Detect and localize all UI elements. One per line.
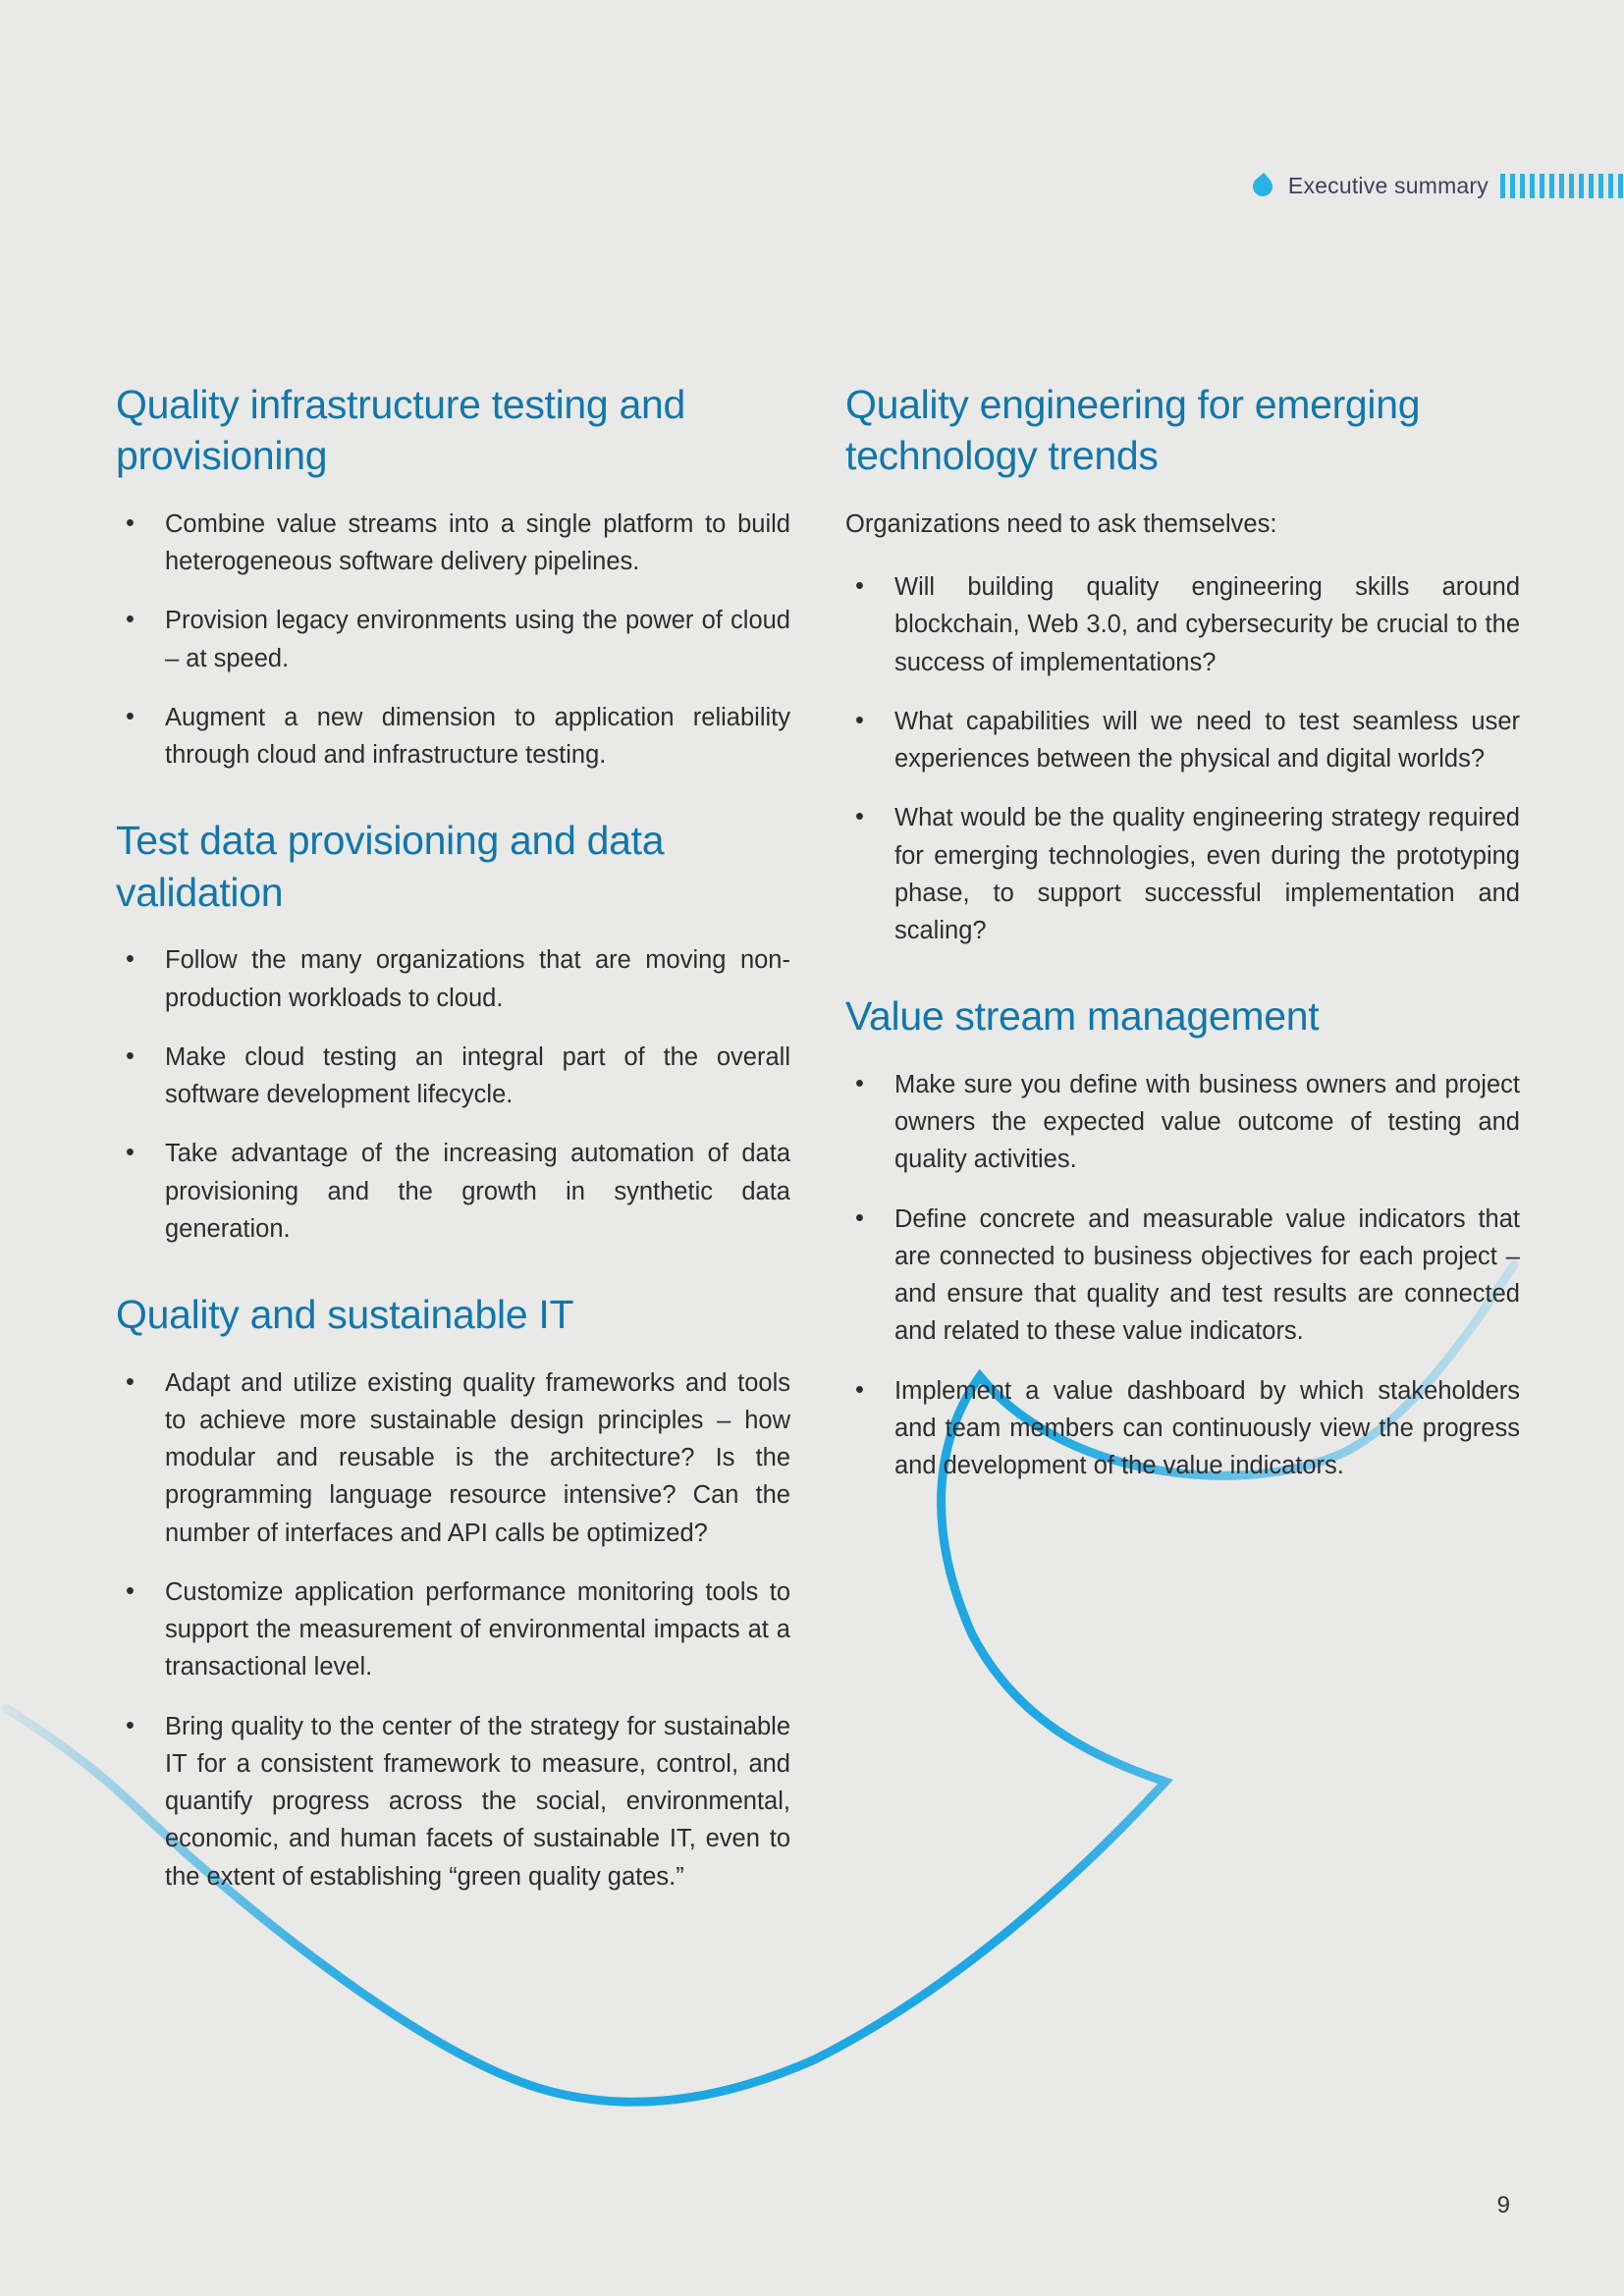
- section-title: Quality infrastructure testing and provisioning: [116, 382, 686, 479]
- bullet-item: • Provision legacy environments using the power of cloud – at speed.: [116, 602, 790, 677]
- bullet-item: • What capabilities will we need to test seamless user experiences between the physical and digital worlds?: [845, 703, 1520, 778]
- section-title: Quality engineering for emerging technology trends: [845, 382, 1421, 479]
- header-title: Executive summary: [1287, 173, 1489, 198]
- bullet-item: • Implement a value dashboard by which stakeholders and team members can continuously view the progress and development of the value indicators.: [845, 1372, 1520, 1485]
- bullet-list: [116, 1364, 790, 1896]
- bullet-item: • Combine value streams into a single platform to build heterogeneous software delivery pipelines.: [116, 506, 790, 581]
- section-test-data-provisioning: [116, 815, 790, 1248]
- bullet-item: • Adapt and utilize existing quality frameworks and tools to achieve more sustainable design principles – how modular and reusable is the architecture? Is the programming language resource intensive? Can the number of interfaces and API calls be optimized?: [116, 1364, 790, 1552]
- content-columns: [116, 379, 1520, 1917]
- bullet-item: • Will building quality engineering skills around blockchain, Web 3.0, and cybersecurity be crucial to the success of implementations?: [845, 568, 1520, 681]
- left-column: [116, 379, 790, 1917]
- right-column: [845, 379, 1520, 1506]
- bullet-list: [845, 568, 1520, 949]
- bullet-item: • What would be the quality engineering strategy required for emerging technologies, even during the prototyping phase, to support successful implementation and scaling?: [845, 799, 1520, 949]
- section-title: Value stream management: [845, 993, 1320, 1040]
- section-title: Test data provisioning and data validation: [116, 818, 665, 915]
- bullet-item: • Make cloud testing an integral part of the overall software development lifecycle.: [116, 1039, 790, 1114]
- droplet-icon: [1249, 172, 1276, 199]
- bullet-item: • Customize application performance monitoring tools to support the measurement of environmental impacts at a transactional level.: [116, 1574, 790, 1686]
- bullet-item: • Define concrete and measurable value indicators that are connected to business objectives for each project – and ensure that quality and test results are connected and related to these value indicators.: [845, 1201, 1520, 1351]
- bullet-item: • Take advantage of the increasing automation of data provisioning and the growth in synthetic data generation.: [116, 1135, 790, 1248]
- section-value-stream-management: [845, 990, 1520, 1484]
- bars-pattern-icon: [1500, 174, 1624, 198]
- section-quality-sustainable-it: [116, 1289, 790, 1896]
- bullet-item: • Bring quality to the center of the strategy for sustainable IT for a consistent framework to measure, control, and quantify progress across the social, environmental, economic, and human facets of sustainable IT, even to the extent of establishing “green quality gates.”: [116, 1708, 790, 1896]
- bullet-item: • Follow the many organizations that are moving non-production workloads to cloud.: [116, 941, 790, 1017]
- section-quality-infrastructure: [116, 379, 790, 774]
- bullet-item: • Make sure you define with business owners and project owners the expected value outcome of testing and quality activities.: [845, 1066, 1520, 1179]
- bullet-list: [116, 506, 790, 774]
- section-quality-engineering-trends: [845, 379, 1520, 949]
- section-intro: Organizations need to ask themselves:: [845, 509, 1277, 538]
- section-title: Quality and sustainable IT: [116, 1292, 574, 1338]
- bullet-item: • Augment a new dimension to application reliability through cloud and infrastructure testing.: [116, 699, 790, 774]
- page-number: 9: [1496, 2192, 1510, 2218]
- bullet-list: [116, 941, 790, 1248]
- page-header: [0, 173, 1624, 199]
- bullet-list: [845, 1066, 1520, 1485]
